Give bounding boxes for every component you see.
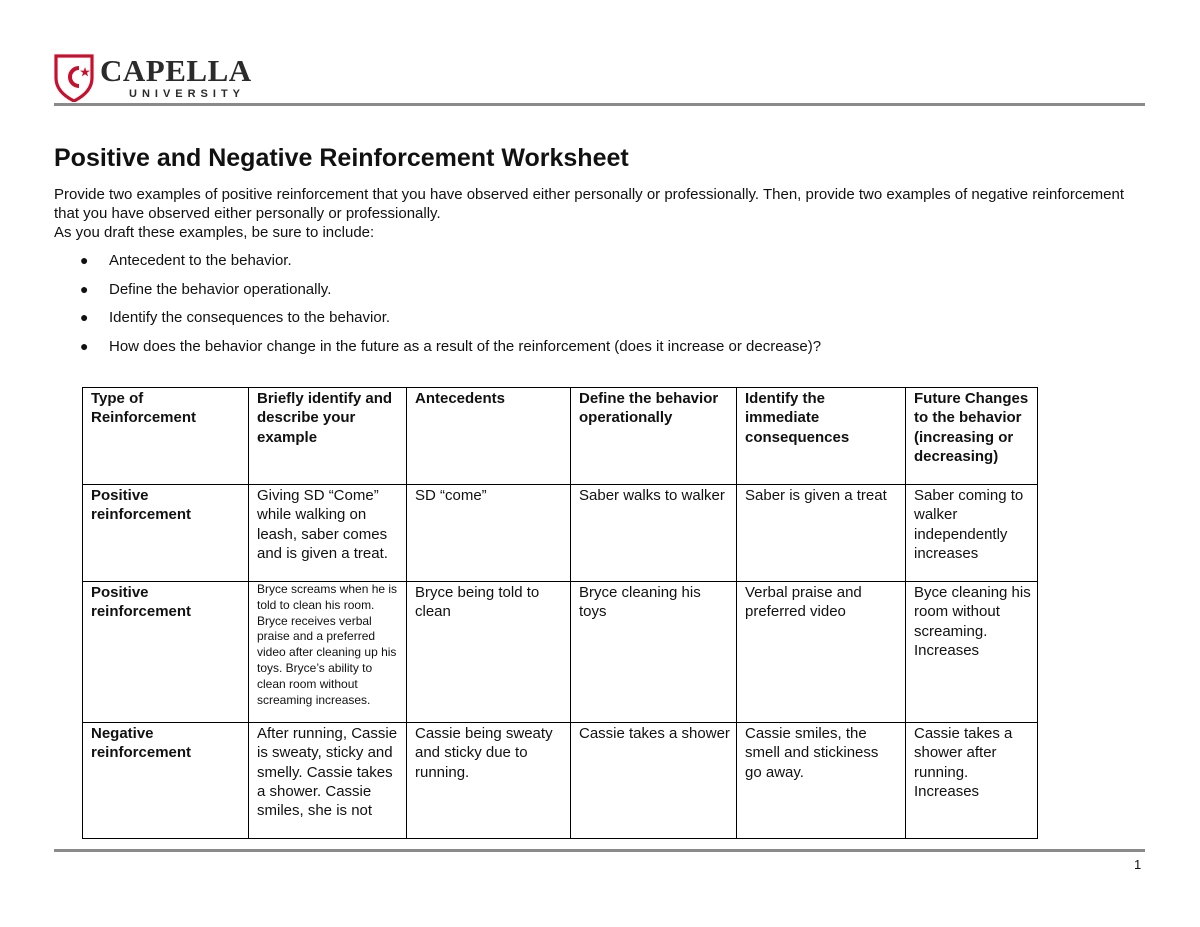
- cell-consequences: Saber is given a treat: [737, 485, 906, 582]
- bullet-icon: ●: [80, 252, 89, 268]
- table-row: [83, 582, 1038, 723]
- page-title: Positive and Negative Reinforcement Worksheet: [54, 144, 629, 172]
- list-item-text: How does the behavior change in the future as a result of the reinforcement (does it increase or decrease)?: [109, 338, 822, 356]
- list-item-text: Define the behavior operationally.: [109, 280, 332, 298]
- header-cell-consequences: Identify the immediate consequences: [737, 388, 906, 485]
- bullet-icon: ●: [80, 309, 89, 326]
- list-item: [54, 308, 821, 337]
- cell-behavior: Saber walks to walker: [571, 485, 737, 582]
- cell-antecedents: SD “come”: [407, 485, 571, 582]
- cell-consequences: Cassie smiles, the smell and stickiness go away.: [737, 723, 906, 839]
- logo-subtitle: UNIVERSITY: [129, 88, 246, 100]
- bullet-icon: ●: [80, 280, 89, 297]
- cell-future: Saber coming to walker independently increases: [906, 485, 1038, 582]
- cell-type: Positive reinforcement: [83, 485, 249, 582]
- cell-behavior: Cassie takes a shower: [571, 723, 737, 839]
- cell-example: After running, Cassie is sweaty, sticky and smelly. Cassie takes a shower. Cassie smiles, she is not: [249, 723, 407, 839]
- reinforcement-table: [82, 387, 1038, 839]
- list-item: [54, 280, 821, 309]
- header-cell-antecedents: Antecedents: [407, 388, 571, 485]
- intro-instruction: As you draft these examples, be sure to include:: [54, 224, 375, 241]
- header-divider: [54, 103, 1145, 106]
- cell-example: Giving SD “Come” while walking on leash, saber comes and is given a treat.: [249, 485, 407, 582]
- bullet-icon: ●: [80, 338, 89, 355]
- cell-example: Bryce screams when he is told to clean his room. Bryce receives verbal praise and a preferred video after cleaning up his toys. Bryce’s ability to clean room without screaming increases.: [249, 582, 407, 723]
- table-row: [83, 723, 1038, 839]
- header-cell-example: Briefly identify and describe your example: [249, 388, 407, 485]
- table-header-row: [83, 388, 1038, 485]
- list-item-text: Antecedent to the behavior.: [109, 252, 292, 269]
- list-item: [54, 337, 821, 366]
- intro-paragraph: Provide two examples of positive reinforcement that you have observed either personally or professionally. Then, provide two examples of negative reinforcement that you have observed either personally or professionally.: [54, 186, 1125, 222]
- cell-type: Positive reinforcement: [83, 582, 249, 723]
- capella-shield-icon: [52, 52, 96, 102]
- table-row: [83, 485, 1038, 582]
- header-cell-future: Future Changes to the behavior (increasing or decreasing): [906, 388, 1038, 485]
- cell-antecedents: Bryce being told to clean: [407, 582, 571, 723]
- page-number: 1: [1134, 857, 1142, 872]
- cell-antecedents: Cassie being sweaty and sticky due to running.: [407, 723, 571, 839]
- intro-text: [54, 185, 1149, 242]
- header-cell-type: Type of Reinforcement: [83, 388, 249, 485]
- footer-divider: [54, 849, 1145, 852]
- cell-behavior: Bryce cleaning his toys: [571, 582, 737, 723]
- list-item: [54, 251, 821, 280]
- logo-name: CAPELLA: [100, 53, 252, 88]
- capella-logo: [52, 52, 282, 104]
- cell-future: Byce cleaning his room without screaming. Increases: [906, 582, 1038, 723]
- list-item-text: Identify the consequences to the behavior.: [109, 309, 391, 327]
- requirements-list: [54, 251, 821, 366]
- header-cell-behavior: Define the behavior operationally: [571, 388, 737, 485]
- cell-future: Cassie takes a shower after running. Increases: [906, 723, 1038, 839]
- cell-type: Negative reinforcement: [83, 723, 249, 839]
- cell-consequences: Verbal praise and preferred video: [737, 582, 906, 723]
